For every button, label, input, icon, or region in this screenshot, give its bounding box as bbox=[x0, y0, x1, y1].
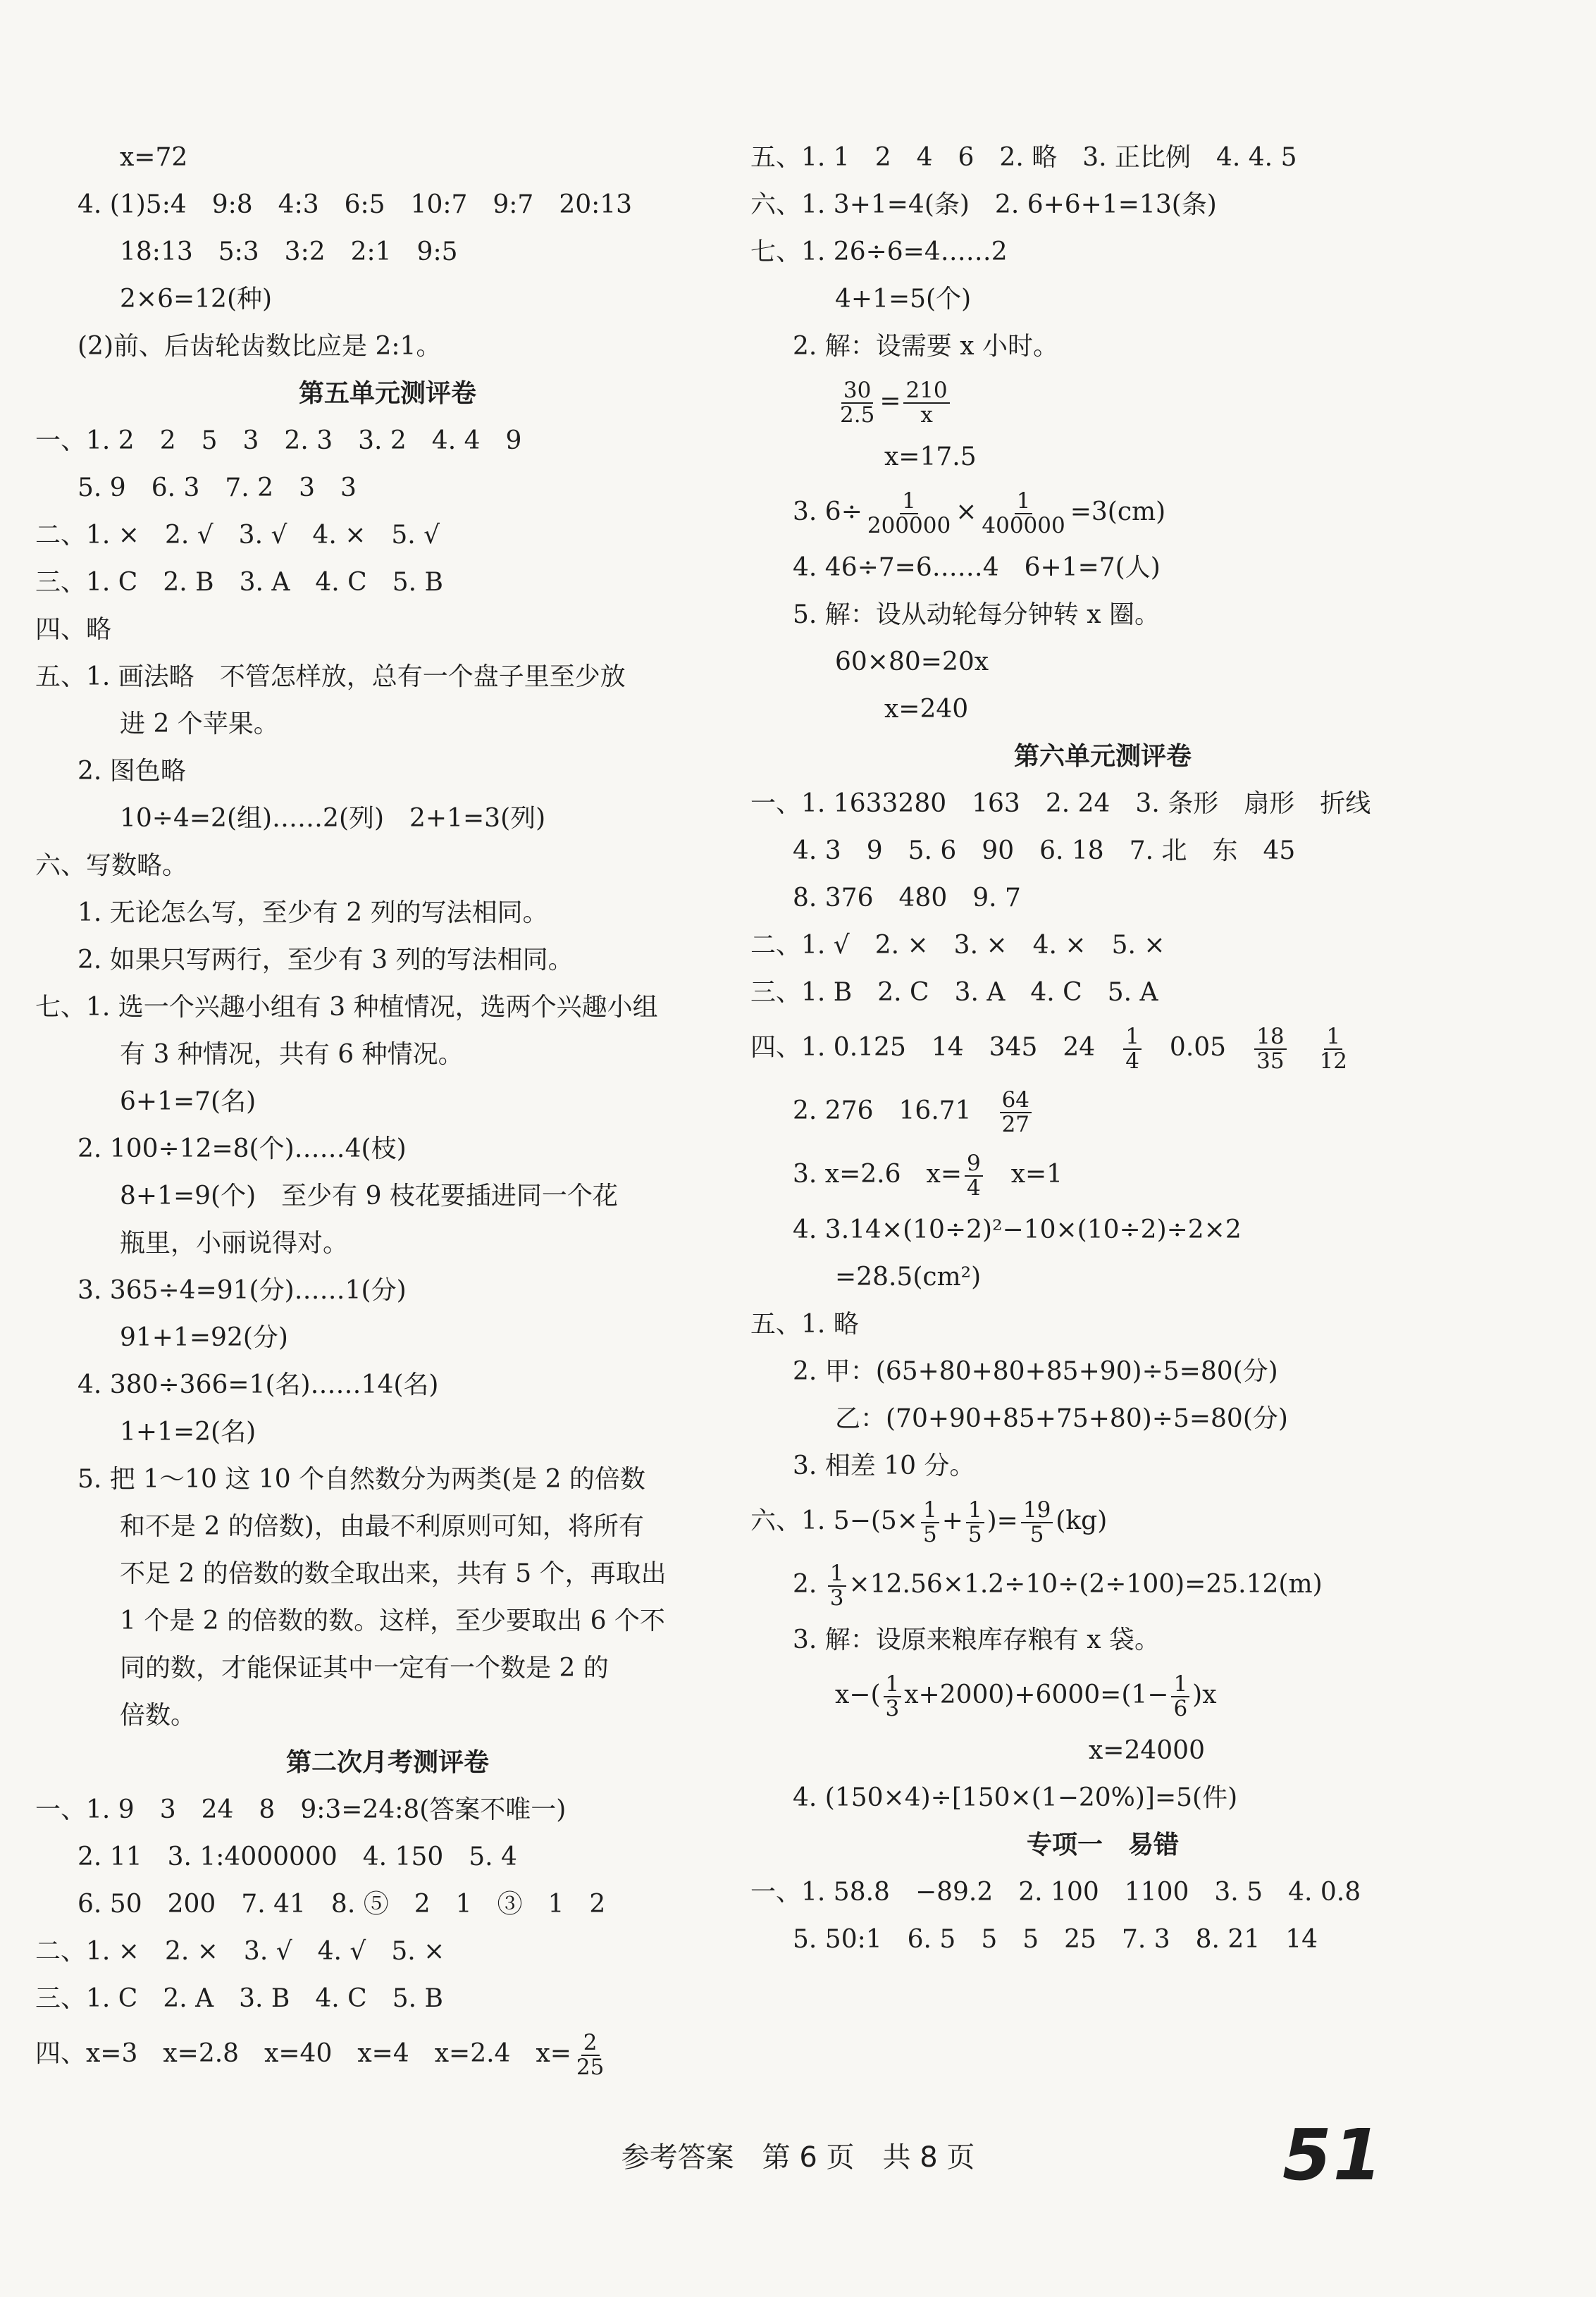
fraction-denominator: 5 bbox=[967, 1522, 982, 1547]
answer-text: 2. 如果只写两行，至少有 3 列的写法相同。 bbox=[78, 946, 574, 974]
fraction-denominator: 6 bbox=[1173, 1696, 1188, 1721]
answer-text: 4. 3.14×(10÷2)²−10×(10÷2)÷2×2 bbox=[793, 1215, 1242, 1244]
answer-text: )x bbox=[1192, 1680, 1217, 1709]
fraction-numerator: 1 bbox=[828, 1562, 846, 1587]
page-footer bbox=[0, 2114, 1596, 2196]
answer-line bbox=[35, 1550, 740, 1597]
fraction-denominator: 3 bbox=[885, 1696, 900, 1721]
section-heading bbox=[35, 370, 740, 417]
fraction-denominator: 35 bbox=[1256, 1048, 1285, 1074]
section-heading bbox=[750, 733, 1455, 780]
answer-text: x−( bbox=[835, 1680, 881, 1709]
answer-text: (2)前、后齿轮齿数比应是 2:1。 bbox=[78, 332, 442, 361]
answer-line bbox=[35, 417, 740, 464]
answer-text: 2. 解：设需要 x 小时。 bbox=[793, 332, 1058, 361]
answer-text: 七、1. 选一个兴趣小组有 3 种植情况，选两个兴趣小组 bbox=[35, 993, 658, 1022]
fraction-denominator: 3 bbox=[829, 1585, 844, 1611]
answer-line bbox=[750, 228, 1455, 275]
answer-text: 第五单元测评卷 bbox=[298, 379, 476, 408]
answer-line bbox=[750, 1727, 1455, 1774]
answer-line bbox=[35, 1172, 740, 1220]
answer-line bbox=[35, 984, 740, 1031]
answer-text: 4. 46÷7=6……4 6+1=7(人) bbox=[793, 553, 1161, 582]
answer-line bbox=[35, 936, 740, 984]
answer-text: 六、1. 5−(5× bbox=[750, 1506, 918, 1535]
answer-line bbox=[750, 1616, 1455, 1664]
fraction-numerator: 30 bbox=[841, 379, 873, 404]
answer-text: 60×80=20x bbox=[835, 648, 989, 676]
answer-line bbox=[750, 1664, 1455, 1727]
answer-text: 5. 解：设从动轮每分钟转 x 圈。 bbox=[793, 600, 1160, 629]
answer-line bbox=[750, 1301, 1455, 1348]
answer-text: 91+1=92(分) bbox=[120, 1323, 288, 1352]
answer-text: × bbox=[955, 497, 977, 526]
answer-text: 18:13 5:3 3:2 2:1 9:5 bbox=[120, 237, 458, 266]
fraction-denominator: 5 bbox=[1029, 1522, 1044, 1547]
fraction-numerator: 1 bbox=[1324, 1025, 1342, 1050]
answer-text: 4. (1)5:4 9:8 4:3 6:5 10:7 9:7 20:13 bbox=[78, 190, 633, 219]
answer-line bbox=[35, 228, 740, 275]
answer-text: 8+1=9(个) 至少有 9 枝花要插进同一个花 bbox=[120, 1182, 618, 1211]
answer-text: 3. 6÷ bbox=[793, 497, 862, 526]
footer-caption: 参考答案 第 6 页 共 8 页 bbox=[621, 2141, 975, 2174]
answer-line bbox=[35, 1786, 740, 1833]
answer-text: 1+1=2(名) bbox=[120, 1418, 256, 1447]
answer-text: 同的数，才能保证其中一定有一个数是 2 的 bbox=[120, 1654, 609, 1683]
answer-line bbox=[35, 1597, 740, 1645]
answer-text: 8. 376 480 9. 7 bbox=[793, 884, 1021, 912]
answer-text: 第二次月考测评卷 bbox=[285, 1748, 489, 1777]
answer-text: 倍数。 bbox=[120, 1701, 197, 1730]
answer-line bbox=[750, 1774, 1455, 1821]
answer-line bbox=[750, 1206, 1455, 1253]
answer-text: 二、1. × 2. √ 3. √ 4. × 5. √ bbox=[35, 521, 440, 550]
answer-text: 五、1. 1 2 4 6 2. 略 3. 正比例 4. 4. 5 bbox=[750, 143, 1297, 172]
section-heading bbox=[35, 1739, 740, 1786]
answer-line bbox=[35, 2022, 740, 2086]
answer-line bbox=[35, 1881, 740, 1928]
answer-text: 3. 解：设原来粮库存粮有 x 袋。 bbox=[793, 1626, 1160, 1654]
fraction-numerator: 210 bbox=[903, 379, 949, 404]
answer-text: 3. 365÷4=91(分)……1(分) bbox=[78, 1276, 407, 1305]
fraction bbox=[965, 1152, 983, 1199]
fraction-numerator: 1 bbox=[1123, 1025, 1142, 1050]
fraction bbox=[865, 490, 953, 537]
answer-text: + bbox=[941, 1506, 963, 1535]
answer-text: 2. 图色略 bbox=[78, 757, 186, 786]
answer-text: 不足 2 的倍数的数全取出来，共有 5 个，再取出 bbox=[120, 1559, 667, 1588]
answer-text: 二、1. √ 2. × 3. × 4. × 5. × bbox=[750, 931, 1165, 960]
answer-text: 5. 50:1 6. 5 5 5 25 7. 3 8. 21 14 bbox=[793, 1925, 1318, 1954]
fraction-denominator: 27 bbox=[1001, 1112, 1030, 1137]
answer-line bbox=[35, 1645, 740, 1692]
answer-line bbox=[750, 275, 1455, 323]
fraction bbox=[1021, 1499, 1053, 1546]
answer-text: 进 2 个苹果。 bbox=[120, 710, 279, 738]
answer-text: 3. 相差 10 分。 bbox=[793, 1451, 975, 1480]
answer-text: (kg) bbox=[1056, 1506, 1108, 1535]
fraction-denominator: 12 bbox=[1319, 1048, 1348, 1074]
answer-line bbox=[35, 559, 740, 606]
page-number: 51 bbox=[1282, 2114, 1384, 2196]
answer-line bbox=[750, 1869, 1455, 1916]
fraction bbox=[1000, 1089, 1032, 1136]
answer-text: 乙：(70+90+85+75+80)÷5=80(分) bbox=[835, 1404, 1288, 1433]
answer-text: 2. bbox=[793, 1570, 825, 1599]
answer-line bbox=[35, 181, 740, 228]
fraction-denominator: 5 bbox=[922, 1522, 937, 1547]
answer-text bbox=[1289, 1033, 1315, 1062]
fraction bbox=[884, 1673, 902, 1720]
answer-text: 四、x=3 x=2.8 x=40 x=4 x=2.4 x= bbox=[35, 2039, 571, 2068]
answer-line bbox=[35, 1220, 740, 1267]
answer-text: 专项一 易错 bbox=[1026, 1831, 1179, 1859]
answer-line bbox=[35, 889, 740, 936]
answer-line bbox=[35, 1361, 740, 1408]
answer-text: 4. (150×4)÷[150×(1−20%)]=5(件) bbox=[793, 1783, 1238, 1812]
answer-column-right bbox=[750, 134, 1455, 1963]
answer-line bbox=[750, 1016, 1455, 1079]
answer-text: 一、1. 2 2 5 3 2. 3 3. 2 4. 4 9 bbox=[35, 426, 522, 455]
fraction bbox=[979, 490, 1067, 537]
answer-text: 三、1. C 2. B 3. A 4. C 5. B bbox=[35, 568, 443, 597]
answer-line bbox=[750, 591, 1455, 638]
answer-line bbox=[750, 1916, 1455, 1963]
answer-line bbox=[750, 1253, 1455, 1301]
fraction bbox=[903, 379, 949, 426]
answer-text: 二、1. × 2. × 3. √ 4. √ 5. × bbox=[35, 1937, 445, 1966]
answer-line bbox=[35, 606, 740, 653]
answer-text: 2. 11 3. 1:4000000 4. 150 5. 4 bbox=[78, 1843, 517, 1871]
answer-line bbox=[750, 1553, 1455, 1616]
answer-line bbox=[35, 795, 740, 842]
fraction-numerator: 1 bbox=[921, 1499, 939, 1523]
fraction-numerator: 64 bbox=[1000, 1089, 1032, 1113]
answer-line bbox=[750, 780, 1455, 827]
answer-text: 2. 100÷12=8(个)……4(枝) bbox=[78, 1134, 407, 1163]
answer-column-left bbox=[35, 134, 740, 2086]
answer-line bbox=[750, 827, 1455, 874]
answer-line bbox=[750, 481, 1455, 544]
answer-line bbox=[35, 1833, 740, 1881]
answer-text: 四、略 bbox=[35, 615, 112, 644]
fraction-denominator: 4 bbox=[1125, 1048, 1139, 1074]
answer-text: 6. 50 200 7. 41 8. ⑤ 2 1 ③ 1 2 bbox=[78, 1890, 606, 1919]
answer-text: x=24000 bbox=[1089, 1736, 1205, 1765]
answer-text: 4. 3 9 5. 6 90 6. 18 7. 北 东 45 bbox=[793, 836, 1296, 865]
answer-text: 10÷4=2(组)……2(列) 2+1=3(列) bbox=[120, 804, 546, 833]
answer-text: 三、1. C 2. A 3. B 4. C 5. B bbox=[35, 1984, 443, 2013]
fraction-numerator: 2 bbox=[581, 2031, 600, 2056]
answer-text: 3. x=2.6 x= bbox=[793, 1160, 962, 1189]
answer-text: 第六单元测评卷 bbox=[1013, 742, 1192, 771]
answer-text: ×12.56×1.2÷10÷(2÷100)=25.12(m) bbox=[848, 1570, 1323, 1599]
answer-line bbox=[750, 686, 1455, 733]
answer-text: 2. 276 16.71 bbox=[793, 1096, 997, 1125]
answer-text: x=1 bbox=[985, 1160, 1063, 1189]
fraction-denominator: 400000 bbox=[982, 513, 1065, 538]
answer-text: 2. 甲：(65+80+80+85+90)÷5=80(分) bbox=[793, 1357, 1278, 1386]
answer-line bbox=[35, 748, 740, 795]
fraction bbox=[921, 1499, 939, 1546]
answer-text: 1. 无论怎么写，至少有 2 列的写法相同。 bbox=[78, 898, 548, 927]
fraction bbox=[966, 1499, 984, 1546]
answer-text: x=72 bbox=[120, 143, 188, 172]
fraction bbox=[1318, 1025, 1349, 1072]
answer-text: 一、1. 58.8 −89.2 2. 100 1100 3. 5 4. 0.8 bbox=[750, 1878, 1361, 1907]
answer-line bbox=[35, 1125, 740, 1172]
fraction-numerator: 1 bbox=[900, 490, 918, 514]
answer-text: =3(cm) bbox=[1070, 497, 1166, 526]
fraction-denominator: x bbox=[920, 402, 933, 428]
fraction-denominator: 4 bbox=[966, 1175, 981, 1201]
answer-line bbox=[750, 1395, 1455, 1442]
answer-line bbox=[750, 1348, 1455, 1395]
answer-line bbox=[35, 512, 740, 559]
fraction-numerator: 19 bbox=[1021, 1499, 1053, 1523]
fraction bbox=[1123, 1025, 1142, 1072]
answer-line bbox=[750, 323, 1455, 370]
answer-text: =28.5(cm²) bbox=[835, 1263, 982, 1292]
answer-line bbox=[35, 1975, 740, 2022]
answer-line bbox=[750, 181, 1455, 228]
answer-line bbox=[750, 544, 1455, 591]
answer-line bbox=[750, 1442, 1455, 1490]
fraction bbox=[828, 1562, 846, 1609]
fraction-denominator: 25 bbox=[576, 2055, 605, 2080]
answer-line bbox=[35, 1456, 740, 1503]
fraction bbox=[574, 2031, 606, 2079]
fraction-numerator: 1 bbox=[1171, 1673, 1189, 1697]
fraction-numerator: 18 bbox=[1254, 1025, 1286, 1050]
fraction-denominator: 200000 bbox=[867, 513, 951, 538]
answer-line bbox=[750, 638, 1455, 686]
answer-text: 6+1=7(名) bbox=[120, 1087, 256, 1116]
fraction-numerator: 1 bbox=[966, 1499, 984, 1523]
answer-text: 和不是 2 的倍数)，由最不利原则可知，将所有 bbox=[120, 1512, 644, 1541]
answer-line bbox=[35, 700, 740, 748]
answer-text: x=17.5 bbox=[884, 442, 977, 471]
answer-line bbox=[35, 1078, 740, 1125]
answer-line bbox=[35, 1267, 740, 1314]
answer-line bbox=[35, 1314, 740, 1361]
answer-text: 一、1. 1633280 163 2. 24 3. 条形 扇形 折线 bbox=[750, 789, 1371, 818]
answer-text: 三、1. B 2. C 3. A 4. C 5. A bbox=[750, 978, 1158, 1007]
answer-text: 七、1. 26÷6=4……2 bbox=[750, 237, 1008, 266]
answer-text: 5. 把 1～10 这 10 个自然数分为两类(是 2 的倍数 bbox=[78, 1465, 645, 1494]
answer-line bbox=[750, 1079, 1455, 1143]
answer-text: 1 个是 2 的倍数的数。这样，至少要取出 6 个不 bbox=[120, 1606, 665, 1635]
answer-text: 六、1. 3+1=4(条) 2. 6+6+1=13(条) bbox=[750, 190, 1217, 219]
answer-line bbox=[35, 842, 740, 889]
answer-text: = bbox=[879, 387, 901, 416]
answer-line bbox=[35, 134, 740, 181]
answer-line bbox=[35, 653, 740, 700]
answer-text: 有 3 种情况，共有 6 种情况。 bbox=[120, 1040, 464, 1069]
answer-text: x=240 bbox=[884, 695, 969, 724]
answer-text: 4+1=5(个) bbox=[835, 285, 972, 314]
answer-line bbox=[750, 1490, 1455, 1553]
answer-line bbox=[750, 1143, 1455, 1206]
answer-text: 瓶里，小丽说得对。 bbox=[120, 1229, 349, 1258]
answer-line bbox=[35, 1408, 740, 1456]
answer-line bbox=[35, 1031, 740, 1078]
answer-line bbox=[750, 370, 1455, 433]
answer-line bbox=[35, 1928, 740, 1975]
fraction-numerator: 1 bbox=[1015, 490, 1033, 514]
fraction bbox=[1254, 1025, 1286, 1072]
fraction-denominator: 2.5 bbox=[840, 402, 875, 428]
answer-line bbox=[750, 134, 1455, 181]
answer-line bbox=[35, 1692, 740, 1739]
answer-line bbox=[35, 323, 740, 370]
answer-line bbox=[750, 922, 1455, 969]
fraction bbox=[838, 379, 877, 426]
section-heading bbox=[750, 1821, 1455, 1869]
answer-text: 五、1. 画法略 不管怎样放，总有一个盘子里至少放 bbox=[35, 662, 626, 691]
answer-line bbox=[35, 464, 740, 512]
fraction-numerator: 9 bbox=[965, 1152, 983, 1177]
answer-line bbox=[750, 969, 1455, 1016]
answer-text: )= bbox=[986, 1506, 1018, 1535]
answer-text: 0.05 bbox=[1144, 1033, 1252, 1062]
answer-text: x+2000)+6000=(1− bbox=[904, 1680, 1169, 1709]
answer-line bbox=[35, 275, 740, 323]
answer-text: 五、1. 略 bbox=[750, 1310, 859, 1339]
answer-text: 四、1. 0.125 14 345 24 bbox=[750, 1033, 1121, 1062]
answer-line bbox=[750, 433, 1455, 481]
answer-line bbox=[750, 874, 1455, 922]
answer-text: 六、写数略。 bbox=[35, 851, 188, 880]
answer-text: 5. 9 6. 3 7. 2 3 3 bbox=[78, 473, 357, 502]
answer-text: 2×6=12(种) bbox=[120, 285, 273, 314]
fraction bbox=[1171, 1673, 1189, 1720]
answer-text: 一、1. 9 3 24 8 9:3=24:8(答案不唯一) bbox=[35, 1795, 567, 1824]
answer-text: 4. 380÷366=1(名)……14(名) bbox=[78, 1370, 439, 1399]
answer-line bbox=[35, 1503, 740, 1550]
fraction-numerator: 1 bbox=[884, 1673, 902, 1697]
